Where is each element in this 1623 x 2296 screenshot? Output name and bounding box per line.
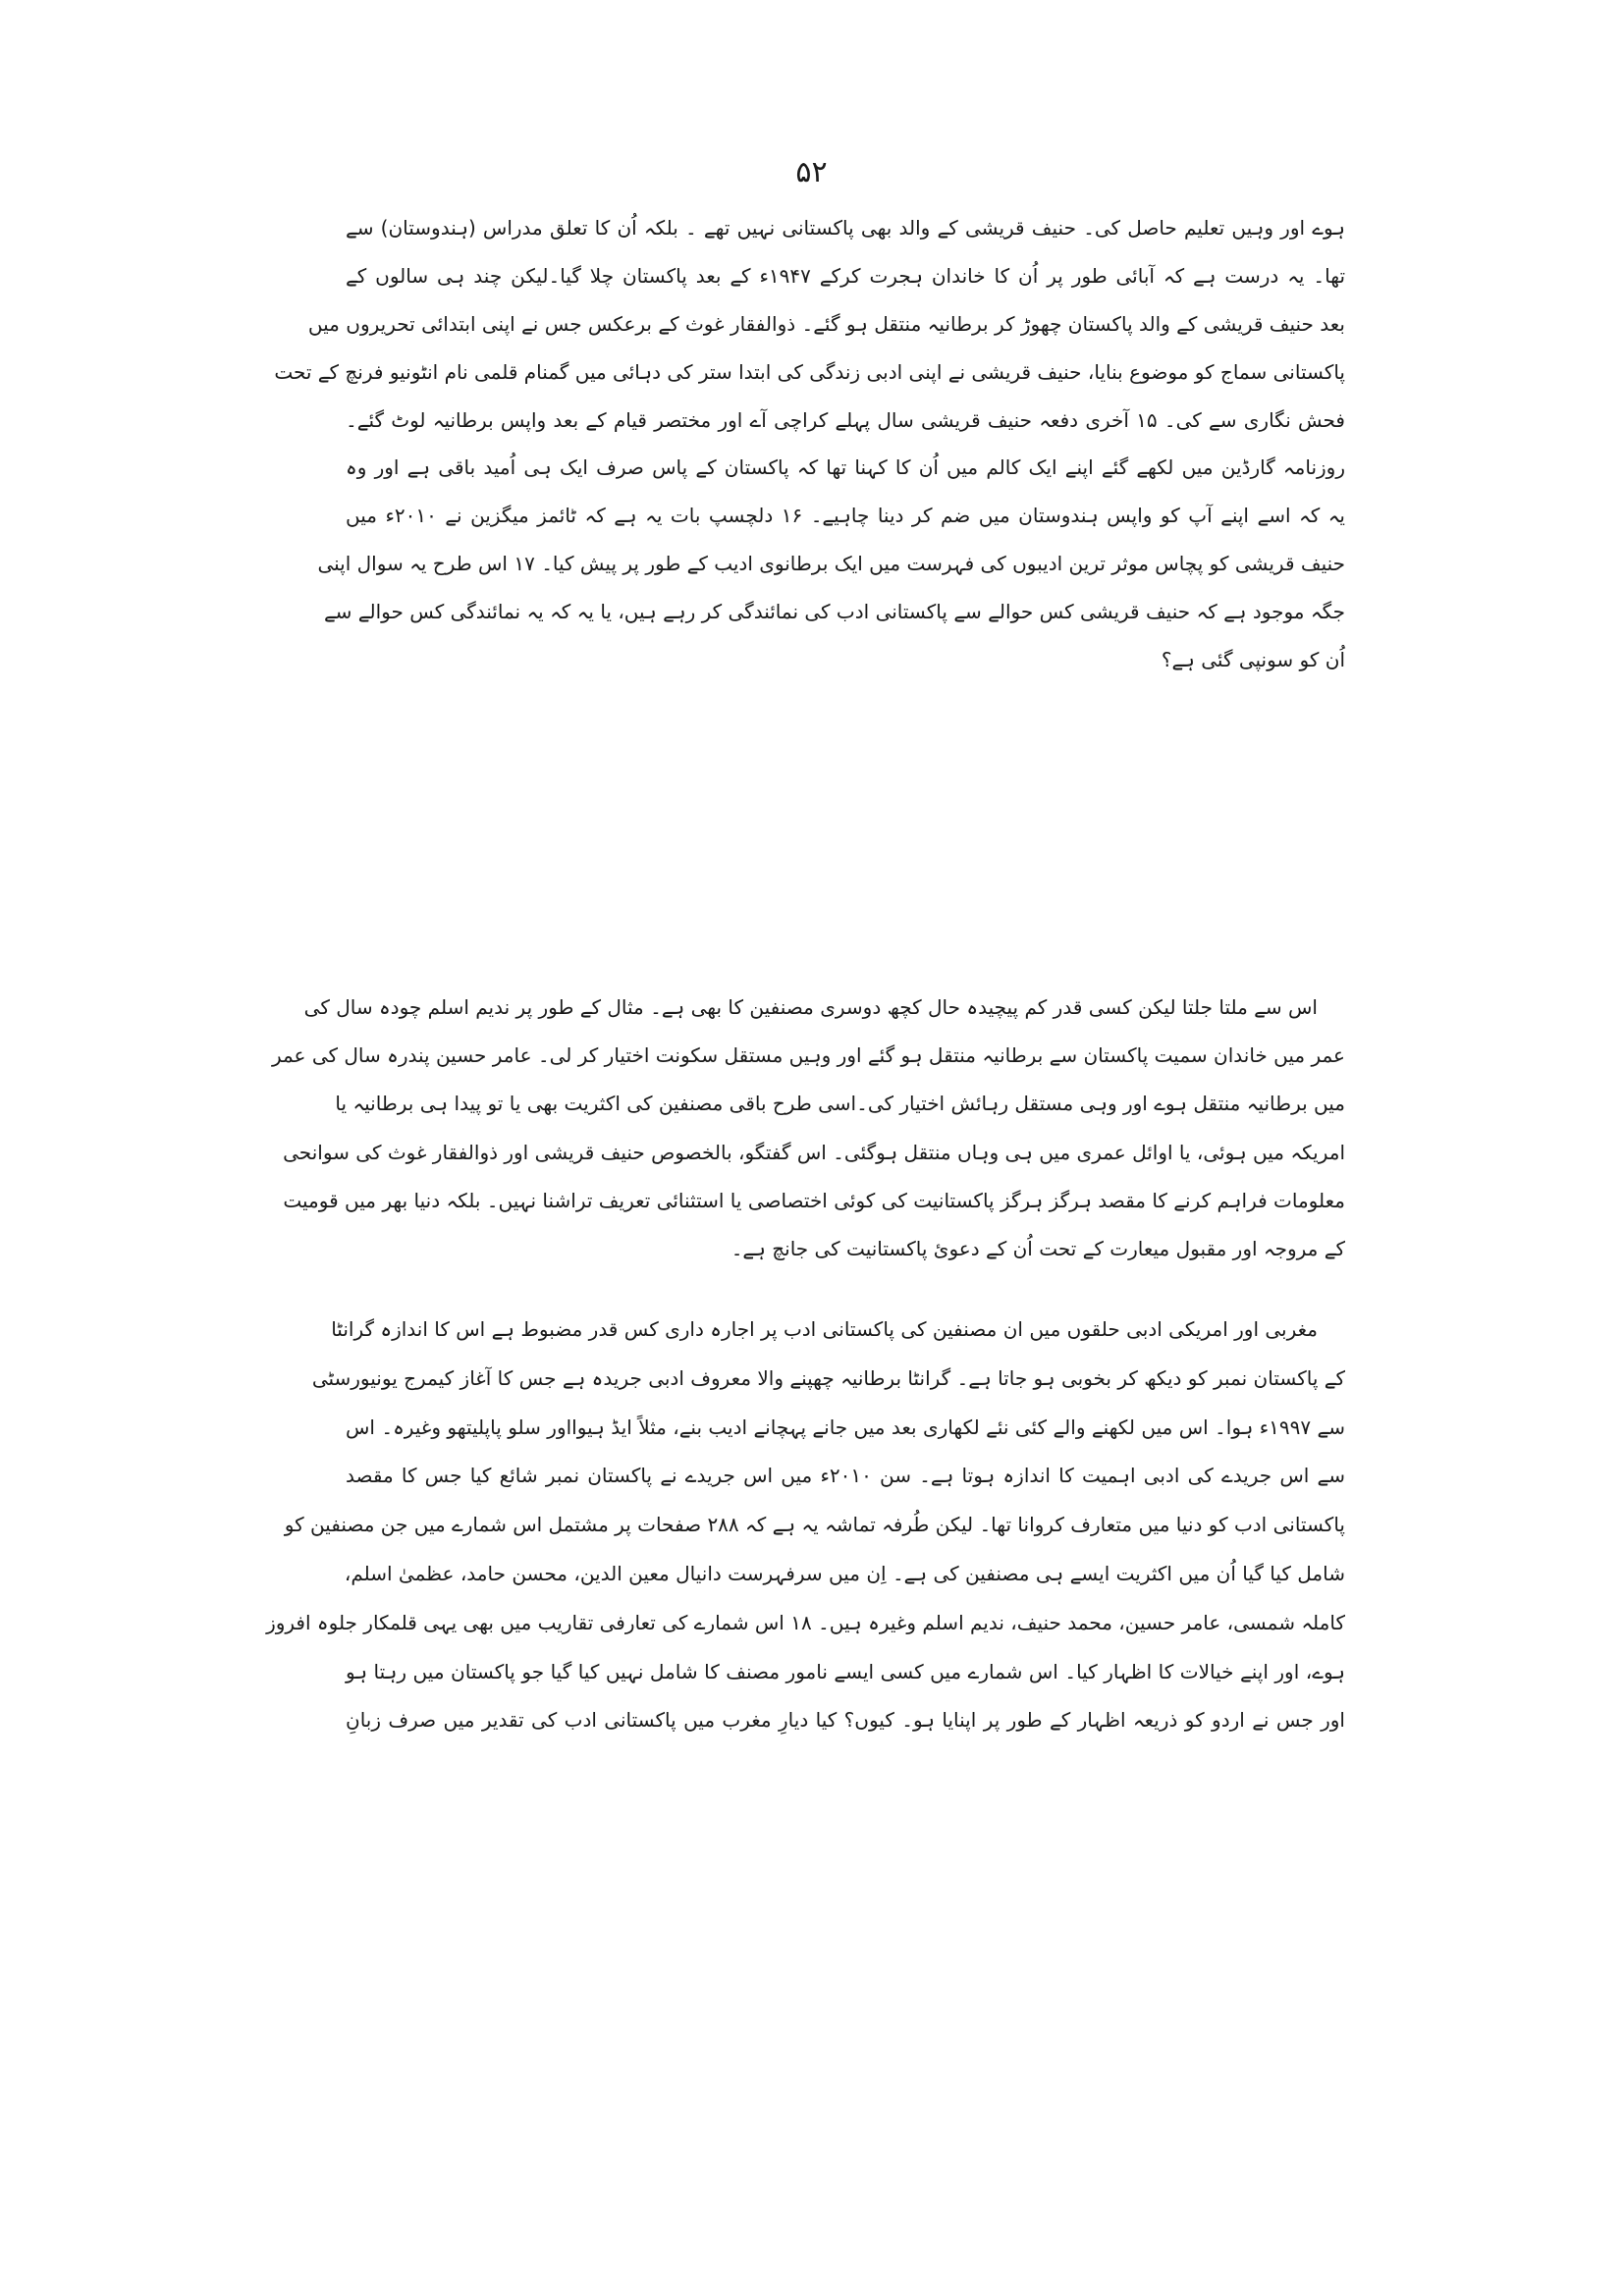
text-line: پاکستانی سماج کو موضوع بنایا، حنیف قریشی نے اپنی ادبی زندگی کی ابتدا ستر کی دہائی میں گمنام قلمی نام انٹونیو فرنچ کے تحت — [274, 359, 1345, 384]
text-line: فحش نگاری سے کی۔ ۱۵ آخری دفعہ حنیف قریشی سال پہلے کراچی آے اور مختصر قیام کے بعد واپس برطانیہ لوٹ گئے۔ — [346, 407, 1345, 432]
text-line: جگہ موجود ہے کہ حنیف قریشی کس حوالے سے پاکستانی ادب کی نمائندگی کر رہے ہیں، یا یہ کہ یہ نمائندگی کس حوالے سے — [323, 600, 1345, 624]
paragraph-2 — [271, 984, 1345, 1273]
text-line: پاکستانی ادب کو دنیا میں متعارف کروانا تھا۔ لیکن طُرفہ تماشہ یہ ہے کہ ۲۸۸ صفحات پر مشتمل اس شمارے میں جن مصنفین کو — [284, 1513, 1345, 1537]
text-line: ہوے، اور اپنے خیالات کا اظہار کیا۔ اس شمارے میں کسی ایسے نامور مصنف کا شامل نہیں کیا گیا جو پاکستان میں رہتا ہو — [346, 1659, 1345, 1683]
paragraph-3 — [266, 1306, 1345, 1745]
text-line: اس سے ملتا جلتا لیکن کسی قدر کم پیچیدہ حال کچھ دوسری مصنفین کا بھی ہے۔ مثال کے طور پر ندیم اسلم چودہ سال کی — [303, 995, 1318, 1019]
text-line: عمر میں خاندان سمیت پاکستان سے برطانیہ منتقل ہو گئے اور وہیں مستقل سکونت اختیار کر لی۔ عامر حسین پندرہ سال کی عمر — [271, 1043, 1345, 1068]
page-number: ۵۲ — [795, 155, 828, 189]
text-line: ہوے اور وہیں تعلیم حاصل کی۔ حنیف قریشی کے والد بھی پاکستانی نہیں تھے ۔ بلکہ اُن کا تعلق مدراس (ہندوستان) سے — [346, 216, 1345, 240]
text-line: کاملہ شمسی، عامر حسین، محمد حنیف، ندیم اسلم وغیرہ ہیں۔ ۱۸ اس شمارے کی تعارفی تقاریب میں بھی یہی قلمکار جلوہ افروز — [266, 1610, 1345, 1634]
text-line: امریکہ میں ہوئی، یا اوائل عمری میں ہی وہاں منتقل ہوگئی۔ اس گفتگو، بالخصوص حنیف قریشی اور ذوالفقار غوث کی سوانحی — [283, 1140, 1345, 1164]
text-line: مغربی اور امریکی ادبی حلقوں میں ان مصنفین کی پاکستانی ادب پر اجارہ داری کس قدر مضبوط ہے اس کا اندازہ گرانٹا — [331, 1317, 1318, 1341]
text-line: تھا۔ یہ درست ہے کہ آبائی طور پر اُن کا خاندان ہجرت کرکے ۱۹۴۷ء کے بعد پاکستان چلا گیا۔لیکن چند ہی سالوں کے — [346, 263, 1346, 288]
text-line: شامل کیا گیا اُن میں اکثریت ایسے ہی مصنفین کی ہے۔ اِن میں سرفہرست دانیال معین الدین، محسن حامد، عظمیٰ اسلم، — [344, 1561, 1345, 1585]
text-line: سے ۱۹۹۷ء ہوا۔ اس میں لکھنے والے کئی نئے لکھاری بعد میں جانے پہچانے ادیب بنے، مثلاً ایڈ ہیوااور سلو پاپلیتھو وغیرہ۔ اس — [346, 1415, 1345, 1439]
text-line: حنیف قریشی کو پچاس موثر ترین ادیبوں کی فہرست میں ایک برطانوی ادیب کے طور پر پیش کیا۔ ۱۷ اس طرح یہ سوال اپنی — [317, 552, 1345, 576]
text-line: اور جس نے اردو کو ذریعہ اظہار کے طور پر اپنایا ہو۔ کیوں؟ کیا دیارِ مغرب میں پاکستانی ادب کی تقدیر میں صرف زبانِ — [346, 1708, 1345, 1733]
text-line: یہ کہ اسے اپنے آپ کو واپس ہندوستان میں ضم کر دینا چاہیے۔ ۱۶ دلچسپ بات یہ ہے کہ ٹائمز میگزین نے ۲۰۱۰ء میں — [346, 504, 1345, 528]
text-line: اُن کو سونپی گئی ہے؟ — [1161, 648, 1345, 672]
text-line: معلومات فراہم کرنے کا مقصد ہرگز ہرگز پاکستانیت کی کوئی اختصاصی یا استثنائی تعریف تراشنا نہیں۔ بلکہ دنیا بھر میں قومیت — [283, 1188, 1345, 1212]
text-line: روزنامہ گارڈین میں لکھے گئے اپنے ایک کالم میں اُن کا کہنا تھا کہ پاکستان کے پاس صرف ایک ہی اُمید باقی ہے اور وہ — [346, 455, 1345, 480]
paragraph-1 — [274, 204, 1346, 684]
text-line: میں برطانیہ منتقل ہوے اور وہی مستقل رہائش اختیار کی۔اسی طرح باقی مصنفین کی اکثریت بھی یا تو پیدا ہی برطانیہ یا — [335, 1092, 1345, 1116]
text-line: سے اس جریدے کی ادبی اہمیت کا اندازہ ہوتا ہے۔ سن ۲۰۱۰ء میں اس جریدے نے پاکستان نمبر شائع کیا جس کا مقصد — [346, 1464, 1345, 1488]
text-line: کے پاکستان نمبر کو دیکھ کر بخوبی ہو جاتا ہے۔ گرانٹا برطانیہ چھپنے والا معروف ادبی جریدہ ہے جس کا آغاز کیمرج یونیورسٹی — [311, 1365, 1345, 1390]
text-line: کے مروجہ اور مقبول میعارت کے تحت اُن کے دعویٔ پاکستانیت کی جانچ ہے۔ — [730, 1236, 1345, 1260]
text-line: بعد حنیف قریشی کے والد پاکستان چھوڑ کر برطانیہ منتقل ہو گئے۔ ذوالفقار غوث کے برعکس جس نے اپنی ابتدائی تحریروں میں — [307, 311, 1345, 336]
